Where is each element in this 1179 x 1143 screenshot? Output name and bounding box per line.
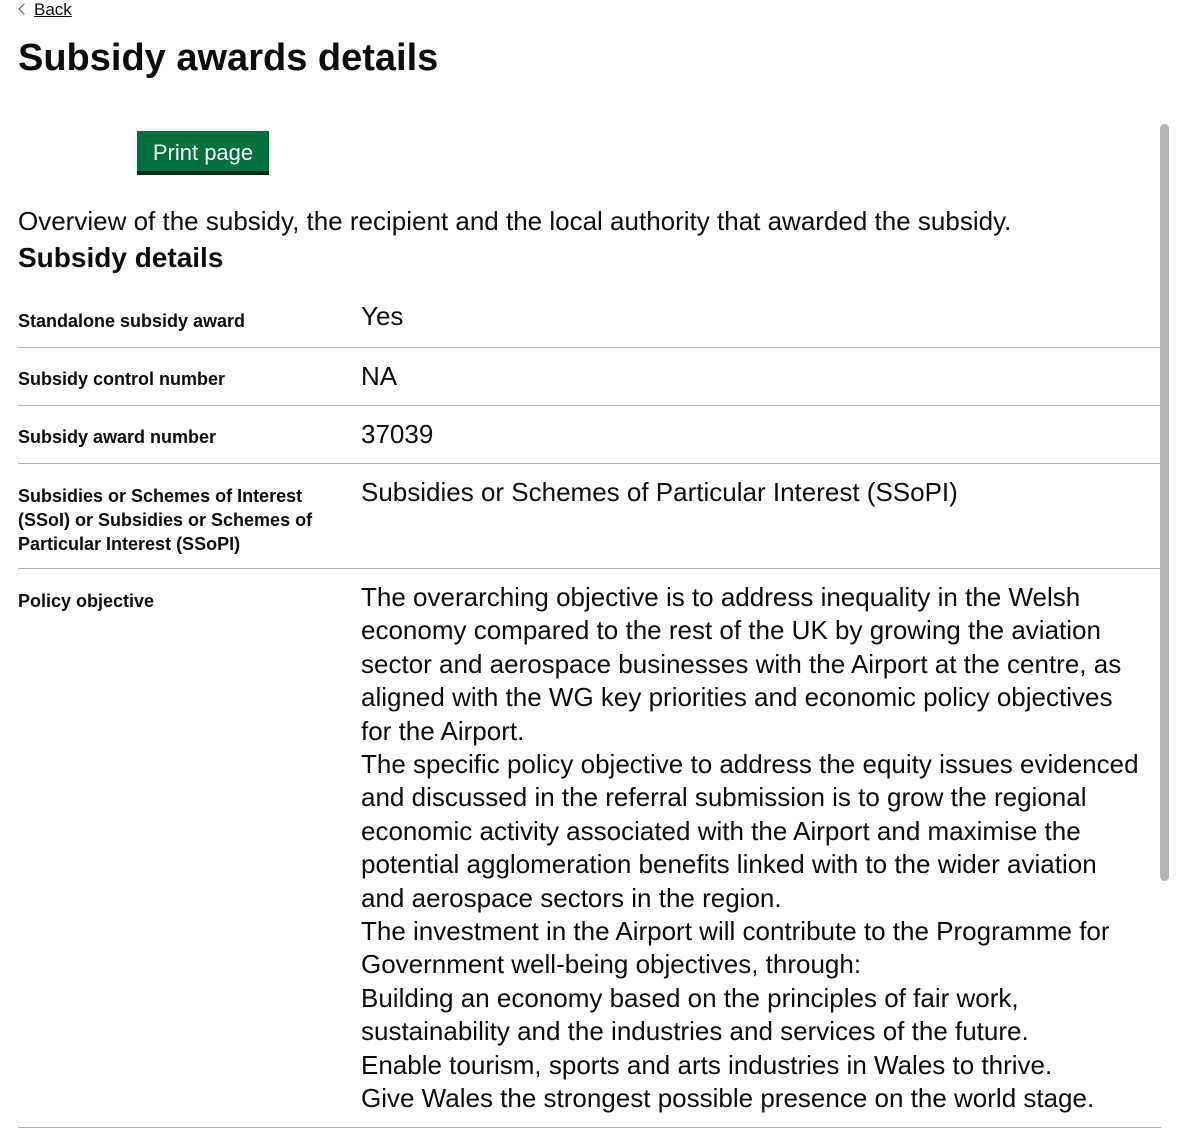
summary-value: NA [361,361,398,391]
chevron-left-icon [18,3,29,14]
summary-key: Subsidy award number [18,427,217,447]
vertical-scrollbar[interactable] [1160,124,1169,881]
intro-text: Overview of the subsidy, the recipient and the local authority that awarded the subsidy. [18,206,1012,236]
summary-row-control-number [18,348,1161,406]
summary-key: Standalone subsidy award [18,311,246,331]
summary-value: Yes [361,301,404,331]
back-link-container [18,0,72,20]
summary-key: Policy objective [18,591,155,611]
print-page-button[interactable]: Print page [137,131,269,175]
policy-paragraph: The overarching objective is to address inequality in the Welsh economy compared to the rest of the UK by growing the aviation sector and aerospace businesses with the Airport at the centre, as aligned with the WG key priorities and economic policy objectives for the Airport. [361,582,1122,746]
policy-paragraph: Building an economy based on the principles of fair work, sustainability and the industries and services of the future. [361,982,1029,1047]
summary-row-award-number [18,406,1161,464]
policy-paragraph: Enable tourism, sports and arts industries in Wales to thrive. [361,1049,1053,1080]
back-link[interactable]: Back [34,0,72,19]
policy-paragraph: Give Wales the strongest possible presence on the world stage. [361,1083,1095,1114]
summary-value-policy [361,569,1161,1127]
summary-value: 37039 [361,419,434,449]
subsidy-details-list [18,292,1161,1128]
summary-key: Subsidy control number [18,369,226,389]
summary-value: Subsidies or Schemes of Particular Interest (SSoPI) [361,477,958,507]
summary-row-standalone [18,292,1161,348]
summary-row-ssopi [18,464,1161,569]
summary-row-policy-objective [18,569,1161,1128]
policy-paragraph: The specific policy objective to address the equity issues evidenced and discussed in the referral submission is to grow the regional economic activity associated with the Airport and maximise the potential agglomeration benefits linked with to the wider aviation and aerospace sectors in the region. [361,749,1139,913]
section-title: Subsidy details [18,242,224,273]
summary-key: Subsidies or Schemes of Interest (SSoI) or Subsidies or Schemes of Particular Interest (SSoPI) [18,486,313,554]
policy-paragraph: The investment in the Airport will contribute to the Programme for Government well-being objectives, through: [361,916,1110,980]
page-title: Subsidy awards details [18,37,439,79]
